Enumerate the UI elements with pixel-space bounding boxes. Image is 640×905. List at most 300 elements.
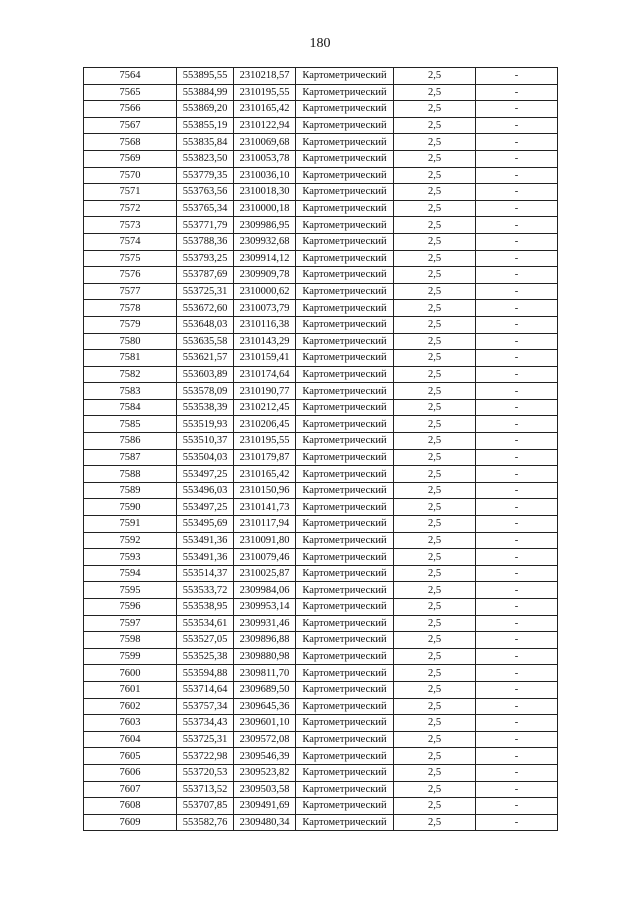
y-coordinate-cell: 2309601,10 xyxy=(234,715,296,732)
point-number-cell: 7578 xyxy=(84,300,177,317)
x-coordinate-cell: 553765,34 xyxy=(177,200,234,217)
accuracy-cell: 2,5 xyxy=(394,316,476,333)
y-coordinate-cell: 2310073,79 xyxy=(234,300,296,317)
accuracy-cell: 2,5 xyxy=(394,466,476,483)
x-coordinate-cell: 553497,25 xyxy=(177,499,234,516)
table-row xyxy=(84,748,558,765)
note-cell: - xyxy=(476,233,558,250)
table-row xyxy=(84,233,558,250)
table-row xyxy=(84,599,558,616)
y-coordinate-cell: 2309491,69 xyxy=(234,798,296,815)
method-cell: Картометрический xyxy=(296,748,394,765)
note-cell: - xyxy=(476,449,558,466)
y-coordinate-cell: 2310018,30 xyxy=(234,184,296,201)
x-coordinate-cell: 553527,05 xyxy=(177,632,234,649)
accuracy-cell: 2,5 xyxy=(394,615,476,632)
x-coordinate-cell: 553491,36 xyxy=(177,532,234,549)
method-cell: Картометрический xyxy=(296,665,394,682)
table-row xyxy=(84,333,558,350)
accuracy-cell: 2,5 xyxy=(394,582,476,599)
accuracy-cell: 2,5 xyxy=(394,532,476,549)
y-coordinate-cell: 2309480,34 xyxy=(234,814,296,831)
x-coordinate-cell: 553787,69 xyxy=(177,267,234,284)
point-number-cell: 7602 xyxy=(84,698,177,715)
y-coordinate-cell: 2309953,14 xyxy=(234,599,296,616)
method-cell: Картометрический xyxy=(296,814,394,831)
point-number-cell: 7569 xyxy=(84,150,177,167)
method-cell: Картометрический xyxy=(296,316,394,333)
table-row xyxy=(84,715,558,732)
note-cell: - xyxy=(476,150,558,167)
x-coordinate-cell: 553855,19 xyxy=(177,117,234,134)
note-cell: - xyxy=(476,416,558,433)
method-cell: Картометрический xyxy=(296,599,394,616)
point-number-cell: 7576 xyxy=(84,267,177,284)
note-cell: - xyxy=(476,482,558,499)
x-coordinate-cell: 553869,20 xyxy=(177,101,234,118)
note-cell: - xyxy=(476,798,558,815)
method-cell: Картометрический xyxy=(296,582,394,599)
accuracy-cell: 2,5 xyxy=(394,433,476,450)
table-row xyxy=(84,516,558,533)
point-number-cell: 7587 xyxy=(84,449,177,466)
x-coordinate-cell: 553648,03 xyxy=(177,316,234,333)
x-coordinate-cell: 553514,37 xyxy=(177,565,234,582)
x-coordinate-cell: 553538,39 xyxy=(177,399,234,416)
method-cell: Картометрический xyxy=(296,466,394,483)
table-row xyxy=(84,648,558,665)
method-cell: Картометрический xyxy=(296,167,394,184)
note-cell: - xyxy=(476,84,558,101)
table-row xyxy=(84,615,558,632)
point-number-cell: 7580 xyxy=(84,333,177,350)
x-coordinate-cell: 553757,34 xyxy=(177,698,234,715)
point-number-cell: 7604 xyxy=(84,731,177,748)
y-coordinate-cell: 2310212,45 xyxy=(234,399,296,416)
method-cell: Картометрический xyxy=(296,549,394,566)
y-coordinate-cell: 2309914,12 xyxy=(234,250,296,267)
point-number-cell: 7585 xyxy=(84,416,177,433)
y-coordinate-cell: 2310122,94 xyxy=(234,117,296,134)
y-coordinate-cell: 2310165,42 xyxy=(234,101,296,118)
note-cell: - xyxy=(476,648,558,665)
note-cell: - xyxy=(476,681,558,698)
y-coordinate-cell: 2310159,41 xyxy=(234,350,296,367)
accuracy-cell: 2,5 xyxy=(394,399,476,416)
y-coordinate-cell: 2310079,46 xyxy=(234,549,296,566)
x-coordinate-cell: 553582,76 xyxy=(177,814,234,831)
table-row xyxy=(84,798,558,815)
table-row xyxy=(84,167,558,184)
table-row xyxy=(84,698,558,715)
x-coordinate-cell: 553835,84 xyxy=(177,134,234,151)
y-coordinate-cell: 2309811,70 xyxy=(234,665,296,682)
note-cell: - xyxy=(476,217,558,234)
y-coordinate-cell: 2309689,50 xyxy=(234,681,296,698)
method-cell: Картометрический xyxy=(296,731,394,748)
point-number-cell: 7571 xyxy=(84,184,177,201)
accuracy-cell: 2,5 xyxy=(394,731,476,748)
table-row xyxy=(84,499,558,516)
point-number-cell: 7567 xyxy=(84,117,177,134)
point-number-cell: 7599 xyxy=(84,648,177,665)
table-row xyxy=(84,565,558,582)
method-cell: Картометрический xyxy=(296,433,394,450)
y-coordinate-cell: 2310143,29 xyxy=(234,333,296,350)
y-coordinate-cell: 2310091,80 xyxy=(234,532,296,549)
note-cell: - xyxy=(476,549,558,566)
method-cell: Картометрический xyxy=(296,615,394,632)
table-row xyxy=(84,764,558,781)
method-cell: Картометрический xyxy=(296,764,394,781)
point-number-cell: 7591 xyxy=(84,516,177,533)
method-cell: Картометрический xyxy=(296,798,394,815)
point-number-cell: 7596 xyxy=(84,599,177,616)
x-coordinate-cell: 553734,43 xyxy=(177,715,234,732)
point-number-cell: 7579 xyxy=(84,316,177,333)
x-coordinate-cell: 553496,03 xyxy=(177,482,234,499)
note-cell: - xyxy=(476,764,558,781)
point-number-cell: 7601 xyxy=(84,681,177,698)
table-row xyxy=(84,433,558,450)
accuracy-cell: 2,5 xyxy=(394,366,476,383)
method-cell: Картометрический xyxy=(296,84,394,101)
x-coordinate-cell: 553779,35 xyxy=(177,167,234,184)
point-number-cell: 7583 xyxy=(84,383,177,400)
x-coordinate-cell: 553672,60 xyxy=(177,300,234,317)
method-cell: Картометрический xyxy=(296,532,394,549)
method-cell: Картометрический xyxy=(296,565,394,582)
note-cell: - xyxy=(476,383,558,400)
page-number: 180 xyxy=(309,36,331,51)
method-cell: Картометрический xyxy=(296,383,394,400)
accuracy-cell: 2,5 xyxy=(394,416,476,433)
method-cell: Картометрический xyxy=(296,781,394,798)
note-cell: - xyxy=(476,117,558,134)
table-row xyxy=(84,383,558,400)
note-cell: - xyxy=(476,350,558,367)
point-number-cell: 7605 xyxy=(84,748,177,765)
accuracy-cell: 2,5 xyxy=(394,665,476,682)
method-cell: Картометрический xyxy=(296,333,394,350)
point-number-cell: 7589 xyxy=(84,482,177,499)
accuracy-cell: 2,5 xyxy=(394,632,476,649)
accuracy-cell: 2,5 xyxy=(394,565,476,582)
method-cell: Картометрический xyxy=(296,482,394,499)
x-coordinate-cell: 553771,79 xyxy=(177,217,234,234)
point-number-cell: 7577 xyxy=(84,283,177,300)
y-coordinate-cell: 2309880,98 xyxy=(234,648,296,665)
table-row xyxy=(84,300,558,317)
point-number-cell: 7600 xyxy=(84,665,177,682)
coordinates-table xyxy=(83,67,558,831)
y-coordinate-cell: 2310000,62 xyxy=(234,283,296,300)
x-coordinate-cell: 553533,72 xyxy=(177,582,234,599)
y-coordinate-cell: 2310025,87 xyxy=(234,565,296,582)
x-coordinate-cell: 553884,99 xyxy=(177,84,234,101)
accuracy-cell: 2,5 xyxy=(394,516,476,533)
table-row xyxy=(84,532,558,549)
point-number-cell: 7593 xyxy=(84,549,177,566)
accuracy-cell: 2,5 xyxy=(394,150,476,167)
table-row xyxy=(84,665,558,682)
method-cell: Картометрический xyxy=(296,516,394,533)
note-cell: - xyxy=(476,134,558,151)
x-coordinate-cell: 553788,36 xyxy=(177,233,234,250)
table-row xyxy=(84,101,558,118)
method-cell: Картометрический xyxy=(296,134,394,151)
x-coordinate-cell: 553497,25 xyxy=(177,466,234,483)
accuracy-cell: 2,5 xyxy=(394,184,476,201)
method-cell: Картометрический xyxy=(296,217,394,234)
accuracy-cell: 2,5 xyxy=(394,781,476,798)
y-coordinate-cell: 2309896,88 xyxy=(234,632,296,649)
accuracy-cell: 2,5 xyxy=(394,267,476,284)
x-coordinate-cell: 553725,31 xyxy=(177,731,234,748)
y-coordinate-cell: 2310117,94 xyxy=(234,516,296,533)
table-row xyxy=(84,350,558,367)
x-coordinate-cell: 553714,64 xyxy=(177,681,234,698)
table-row xyxy=(84,217,558,234)
accuracy-cell: 2,5 xyxy=(394,814,476,831)
point-number-cell: 7568 xyxy=(84,134,177,151)
point-number-cell: 7608 xyxy=(84,798,177,815)
point-number-cell: 7598 xyxy=(84,632,177,649)
accuracy-cell: 2,5 xyxy=(394,449,476,466)
y-coordinate-cell: 2310069,68 xyxy=(234,134,296,151)
table-row xyxy=(84,482,558,499)
y-coordinate-cell: 2309932,68 xyxy=(234,233,296,250)
note-cell: - xyxy=(476,68,558,85)
accuracy-cell: 2,5 xyxy=(394,350,476,367)
note-cell: - xyxy=(476,582,558,599)
table-row xyxy=(84,366,558,383)
table-row xyxy=(84,200,558,217)
method-cell: Картометрический xyxy=(296,68,394,85)
x-coordinate-cell: 553495,69 xyxy=(177,516,234,533)
point-number-cell: 7606 xyxy=(84,764,177,781)
y-coordinate-cell: 2309931,46 xyxy=(234,615,296,632)
point-number-cell: 7582 xyxy=(84,366,177,383)
accuracy-cell: 2,5 xyxy=(394,250,476,267)
y-coordinate-cell: 2309523,82 xyxy=(234,764,296,781)
y-coordinate-cell: 2310150,96 xyxy=(234,482,296,499)
x-coordinate-cell: 553722,98 xyxy=(177,748,234,765)
x-coordinate-cell: 553635,58 xyxy=(177,333,234,350)
y-coordinate-cell: 2309984,06 xyxy=(234,582,296,599)
method-cell: Картометрический xyxy=(296,150,394,167)
table-row xyxy=(84,632,558,649)
method-cell: Картометрический xyxy=(296,366,394,383)
x-coordinate-cell: 553504,03 xyxy=(177,449,234,466)
note-cell: - xyxy=(476,516,558,533)
y-coordinate-cell: 2310195,55 xyxy=(234,433,296,450)
accuracy-cell: 2,5 xyxy=(394,167,476,184)
table-row xyxy=(84,184,558,201)
point-number-cell: 7590 xyxy=(84,499,177,516)
accuracy-cell: 2,5 xyxy=(394,333,476,350)
note-cell: - xyxy=(476,748,558,765)
x-coordinate-cell: 553725,31 xyxy=(177,283,234,300)
point-number-cell: 7570 xyxy=(84,167,177,184)
point-number-cell: 7588 xyxy=(84,466,177,483)
point-number-cell: 7607 xyxy=(84,781,177,798)
method-cell: Картометрический xyxy=(296,300,394,317)
accuracy-cell: 2,5 xyxy=(394,698,476,715)
method-cell: Картометрический xyxy=(296,399,394,416)
y-coordinate-cell: 2309503,58 xyxy=(234,781,296,798)
y-coordinate-cell: 2310000,18 xyxy=(234,200,296,217)
y-coordinate-cell: 2309909,78 xyxy=(234,267,296,284)
x-coordinate-cell: 553510,37 xyxy=(177,433,234,450)
note-cell: - xyxy=(476,433,558,450)
note-cell: - xyxy=(476,532,558,549)
accuracy-cell: 2,5 xyxy=(394,200,476,217)
y-coordinate-cell: 2310053,78 xyxy=(234,150,296,167)
accuracy-cell: 2,5 xyxy=(394,383,476,400)
note-cell: - xyxy=(476,615,558,632)
table-row xyxy=(84,84,558,101)
table-row xyxy=(84,416,558,433)
x-coordinate-cell: 553538,95 xyxy=(177,599,234,616)
y-coordinate-cell: 2309986,95 xyxy=(234,217,296,234)
x-coordinate-cell: 553707,85 xyxy=(177,798,234,815)
accuracy-cell: 2,5 xyxy=(394,300,476,317)
note-cell: - xyxy=(476,698,558,715)
method-cell: Картометрический xyxy=(296,715,394,732)
y-coordinate-cell: 2310206,45 xyxy=(234,416,296,433)
table-row xyxy=(84,150,558,167)
table-row xyxy=(84,731,558,748)
accuracy-cell: 2,5 xyxy=(394,648,476,665)
note-cell: - xyxy=(476,814,558,831)
method-cell: Картометрический xyxy=(296,101,394,118)
table-row xyxy=(84,68,558,85)
method-cell: Картометрический xyxy=(296,698,394,715)
method-cell: Картометрический xyxy=(296,283,394,300)
method-cell: Картометрический xyxy=(296,250,394,267)
table-row xyxy=(84,582,558,599)
point-number-cell: 7574 xyxy=(84,233,177,250)
accuracy-cell: 2,5 xyxy=(394,499,476,516)
x-coordinate-cell: 553525,38 xyxy=(177,648,234,665)
table-row xyxy=(84,549,558,566)
note-cell: - xyxy=(476,665,558,682)
table-row xyxy=(84,449,558,466)
accuracy-cell: 2,5 xyxy=(394,764,476,781)
table-row xyxy=(84,134,558,151)
method-cell: Картометрический xyxy=(296,117,394,134)
table-row xyxy=(84,283,558,300)
note-cell: - xyxy=(476,466,558,483)
y-coordinate-cell: 2310174,64 xyxy=(234,366,296,383)
table-row xyxy=(84,781,558,798)
y-coordinate-cell: 2309645,36 xyxy=(234,698,296,715)
note-cell: - xyxy=(476,715,558,732)
note-cell: - xyxy=(476,316,558,333)
table-row xyxy=(84,316,558,333)
x-coordinate-cell: 553793,25 xyxy=(177,250,234,267)
x-coordinate-cell: 553823,50 xyxy=(177,150,234,167)
note-cell: - xyxy=(476,399,558,416)
method-cell: Картометрический xyxy=(296,233,394,250)
y-coordinate-cell: 2310141,73 xyxy=(234,499,296,516)
y-coordinate-cell: 2310179,87 xyxy=(234,449,296,466)
note-cell: - xyxy=(476,599,558,616)
method-cell: Картометрический xyxy=(296,648,394,665)
x-coordinate-cell: 553594,88 xyxy=(177,665,234,682)
x-coordinate-cell: 553519,93 xyxy=(177,416,234,433)
note-cell: - xyxy=(476,184,558,201)
note-cell: - xyxy=(476,731,558,748)
accuracy-cell: 2,5 xyxy=(394,715,476,732)
method-cell: Картометрический xyxy=(296,632,394,649)
point-number-cell: 7572 xyxy=(84,200,177,217)
note-cell: - xyxy=(476,499,558,516)
x-coordinate-cell: 553895,55 xyxy=(177,68,234,85)
y-coordinate-cell: 2310165,42 xyxy=(234,466,296,483)
note-cell: - xyxy=(476,333,558,350)
x-coordinate-cell: 553534,61 xyxy=(177,615,234,632)
table-row xyxy=(84,466,558,483)
x-coordinate-cell: 553621,57 xyxy=(177,350,234,367)
accuracy-cell: 2,5 xyxy=(394,482,476,499)
table-row xyxy=(84,267,558,284)
method-cell: Картометрический xyxy=(296,499,394,516)
method-cell: Картометрический xyxy=(296,200,394,217)
accuracy-cell: 2,5 xyxy=(394,798,476,815)
accuracy-cell: 2,5 xyxy=(394,748,476,765)
x-coordinate-cell: 553720,53 xyxy=(177,764,234,781)
accuracy-cell: 2,5 xyxy=(394,549,476,566)
point-number-cell: 7575 xyxy=(84,250,177,267)
table-row xyxy=(84,681,558,698)
accuracy-cell: 2,5 xyxy=(394,233,476,250)
y-coordinate-cell: 2309546,39 xyxy=(234,748,296,765)
point-number-cell: 7564 xyxy=(84,68,177,85)
method-cell: Картометрический xyxy=(296,184,394,201)
note-cell: - xyxy=(476,366,558,383)
accuracy-cell: 2,5 xyxy=(394,84,476,101)
point-number-cell: 7566 xyxy=(84,101,177,118)
table-row xyxy=(84,814,558,831)
note-cell: - xyxy=(476,781,558,798)
point-number-cell: 7597 xyxy=(84,615,177,632)
y-coordinate-cell: 2310036,10 xyxy=(234,167,296,184)
y-coordinate-cell: 2309572,08 xyxy=(234,731,296,748)
accuracy-cell: 2,5 xyxy=(394,101,476,118)
x-coordinate-cell: 553763,56 xyxy=(177,184,234,201)
note-cell: - xyxy=(476,101,558,118)
note-cell: - xyxy=(476,200,558,217)
point-number-cell: 7594 xyxy=(84,565,177,582)
accuracy-cell: 2,5 xyxy=(394,117,476,134)
x-coordinate-cell: 553713,52 xyxy=(177,781,234,798)
note-cell: - xyxy=(476,283,558,300)
y-coordinate-cell: 2310116,38 xyxy=(234,316,296,333)
point-number-cell: 7573 xyxy=(84,217,177,234)
note-cell: - xyxy=(476,250,558,267)
coordinates-table-body xyxy=(84,68,558,831)
accuracy-cell: 2,5 xyxy=(394,599,476,616)
method-cell: Картометрический xyxy=(296,449,394,466)
point-number-cell: 7609 xyxy=(84,814,177,831)
note-cell: - xyxy=(476,565,558,582)
point-number-cell: 7595 xyxy=(84,582,177,599)
x-coordinate-cell: 553603,89 xyxy=(177,366,234,383)
note-cell: - xyxy=(476,267,558,284)
table-row xyxy=(84,250,558,267)
